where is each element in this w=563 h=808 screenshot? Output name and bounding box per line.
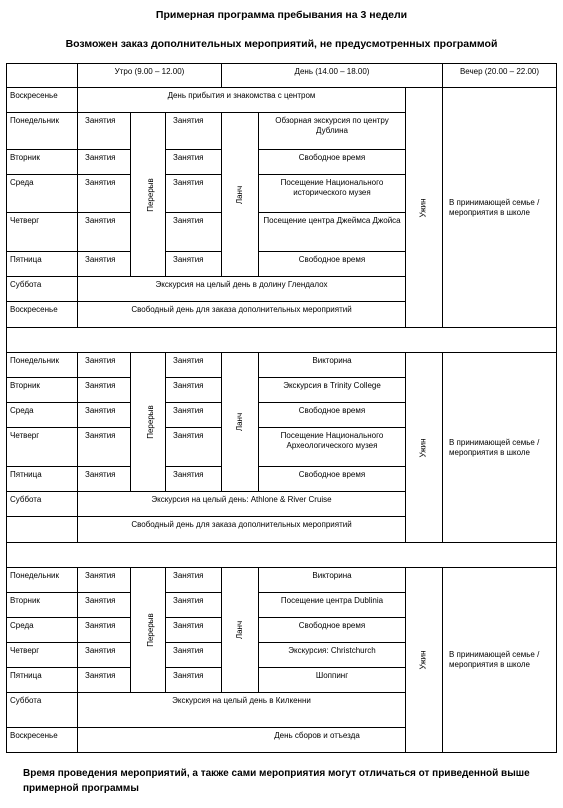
day-label <box>7 517 78 543</box>
morning-activity: Занятия <box>78 643 131 668</box>
morning-activity: Занятия <box>78 618 131 643</box>
day-plan: День прибытия и знакомства с центром <box>78 88 406 113</box>
afternoon-plan: Посещение Национального исторического музея <box>259 175 406 213</box>
header-row <box>7 64 557 88</box>
page-subtitle: Возможен заказ дополнительных мероприятий, не предусмотренных программой <box>65 38 498 50</box>
morning-activity: Занятия <box>78 593 131 618</box>
morning-activity: Занятия <box>78 150 131 175</box>
midday-activity: Занятия <box>166 618 222 643</box>
lunch-label: Ланч <box>234 620 244 640</box>
day-label: Среда <box>7 175 78 213</box>
morning-activity: Занятия <box>78 668 131 693</box>
day-plan: Экскурсия на целый день в долину Глендалох <box>78 277 406 302</box>
lunch-cell <box>222 113 259 277</box>
day-plan: Экскурсия на целый день: Athlone & River Cruise <box>78 492 406 517</box>
afternoon-plan: Свободное время <box>259 150 406 175</box>
dinner-label: Ужин <box>419 197 428 218</box>
table-row <box>7 353 557 378</box>
dinner-cell <box>406 568 443 753</box>
day-label: Суббота <box>7 277 78 302</box>
day-label: Вторник <box>7 378 78 403</box>
morning-activity: Занятия <box>78 175 131 213</box>
midday-activity: Занятия <box>166 175 222 213</box>
afternoon-plan: Посещение центра Dublinia <box>259 593 406 618</box>
day-label: Воскресенье <box>7 88 78 113</box>
morning-activity: Занятия <box>78 113 131 150</box>
day-plan: Экскурсия на целый день в Килкенни <box>78 693 406 728</box>
morning-activity: Занятия <box>78 378 131 403</box>
break-label: Перерыв <box>145 177 155 212</box>
afternoon-plan: Свободное время <box>259 618 406 643</box>
morning-activity: Занятия <box>78 467 131 492</box>
separator-cell <box>7 328 557 353</box>
day-label: Пятница <box>7 668 78 693</box>
day-label: Вторник <box>7 150 78 175</box>
break-cell <box>131 353 166 492</box>
day-label: Суббота <box>7 492 78 517</box>
midday-activity: Занятия <box>166 378 222 403</box>
morning-activity: Занятия <box>78 428 131 467</box>
dinner-label: Ужин <box>419 437 428 458</box>
midday-activity: Занятия <box>166 568 222 593</box>
day-label: Суббота <box>7 693 78 728</box>
afternoon-plan: Викторина <box>259 568 406 593</box>
afternoon-plan: Экскурсия в Trinity College <box>259 378 406 403</box>
header-day: День (14.00 – 18.00) <box>222 64 443 88</box>
dinner-cell <box>406 353 443 543</box>
day-label: Понедельник <box>7 113 78 150</box>
afternoon-plan: Посещение Национального Археологического музея <box>259 428 406 467</box>
lunch-cell <box>222 568 259 693</box>
afternoon-plan: Обзорная экскурсия по центру Дублина <box>259 113 406 150</box>
afternoon-plan: Свободное время <box>259 252 406 277</box>
midday-activity: Занятия <box>166 213 222 252</box>
day-label: Вторник <box>7 593 78 618</box>
midday-activity: Занятия <box>166 428 222 467</box>
day-label: Среда <box>7 618 78 643</box>
midday-activity: Занятия <box>166 113 222 150</box>
day-label: Понедельник <box>7 353 78 378</box>
table-row <box>7 568 557 593</box>
day-plan: Свободный день для заказа дополнительных мероприятий <box>78 302 406 328</box>
lunch-label: Ланч <box>234 412 244 432</box>
day-label: Воскресенье <box>7 728 78 753</box>
table-row <box>7 88 557 113</box>
afternoon-plan: Викторина <box>259 353 406 378</box>
schedule-table <box>6 63 557 753</box>
day-label: Воскресенье <box>7 302 78 328</box>
lunch-label: Ланч <box>234 185 244 204</box>
break-label: Перерыв <box>145 405 155 439</box>
day-plan: Свободный день для заказа дополнительных мероприятий <box>78 517 406 543</box>
evening-cell: В принимающей семье / мероприятия в школе <box>443 353 557 543</box>
day-label: Пятница <box>7 467 78 492</box>
midday-activity: Занятия <box>166 467 222 492</box>
day-label: Четверг <box>7 428 78 467</box>
header-evening: Вечер (20.00 – 22.00) <box>443 64 557 88</box>
afternoon-plan: Свободное время <box>259 467 406 492</box>
week-separator <box>7 328 557 353</box>
midday-activity: Занятия <box>166 668 222 693</box>
afternoon-plan: Экскурсия: Christchurch <box>259 643 406 668</box>
midday-activity: Занятия <box>166 252 222 277</box>
day-label: Пятница <box>7 252 78 277</box>
morning-activity: Занятия <box>78 252 131 277</box>
evening-cell: В принимающей семье /мероприятия в школе <box>443 88 557 328</box>
break-cell <box>131 568 166 693</box>
afternoon-plan: Шоппинг <box>259 668 406 693</box>
footer-note: Время проведения мероприятий, а также сами мероприятия могут отличаться от приведенной выше примерной программы <box>23 768 530 794</box>
evening-cell: В принимающей семье / мероприятия в школе <box>443 568 557 753</box>
header-empty-cell <box>7 64 78 88</box>
midday-activity: Занятия <box>166 403 222 428</box>
header-morning: Утро (9.00 – 12.00) <box>78 64 222 88</box>
separator-cell <box>7 543 557 568</box>
morning-activity: Занятия <box>78 213 131 252</box>
morning-activity: Занятия <box>78 568 131 593</box>
afternoon-plan: Свободное время <box>259 403 406 428</box>
afternoon-plan: Посещение центра Джеймса Джойса <box>259 213 406 252</box>
week-separator <box>7 543 557 568</box>
day-label: Понедельник <box>7 568 78 593</box>
midday-activity: Занятия <box>166 150 222 175</box>
day-label: Среда <box>7 403 78 428</box>
page-title: Примерная программа пребывания на 3 недели <box>155 9 408 21</box>
morning-activity: Занятия <box>78 353 131 378</box>
table-row <box>7 728 557 753</box>
day-label: Четверг <box>7 643 78 668</box>
morning-activity: Занятия <box>78 403 131 428</box>
day-label: Четверг <box>7 213 78 252</box>
midday-activity: Занятия <box>166 593 222 618</box>
dinner-label: Ужин <box>419 650 428 670</box>
dinner-cell <box>406 88 443 328</box>
midday-activity: Занятия <box>166 643 222 668</box>
lunch-cell <box>222 353 259 492</box>
day-plan: День сборов и отъезда <box>78 728 557 753</box>
midday-activity: Занятия <box>166 353 222 378</box>
break-cell <box>131 113 166 277</box>
break-label: Перерыв <box>145 613 155 647</box>
